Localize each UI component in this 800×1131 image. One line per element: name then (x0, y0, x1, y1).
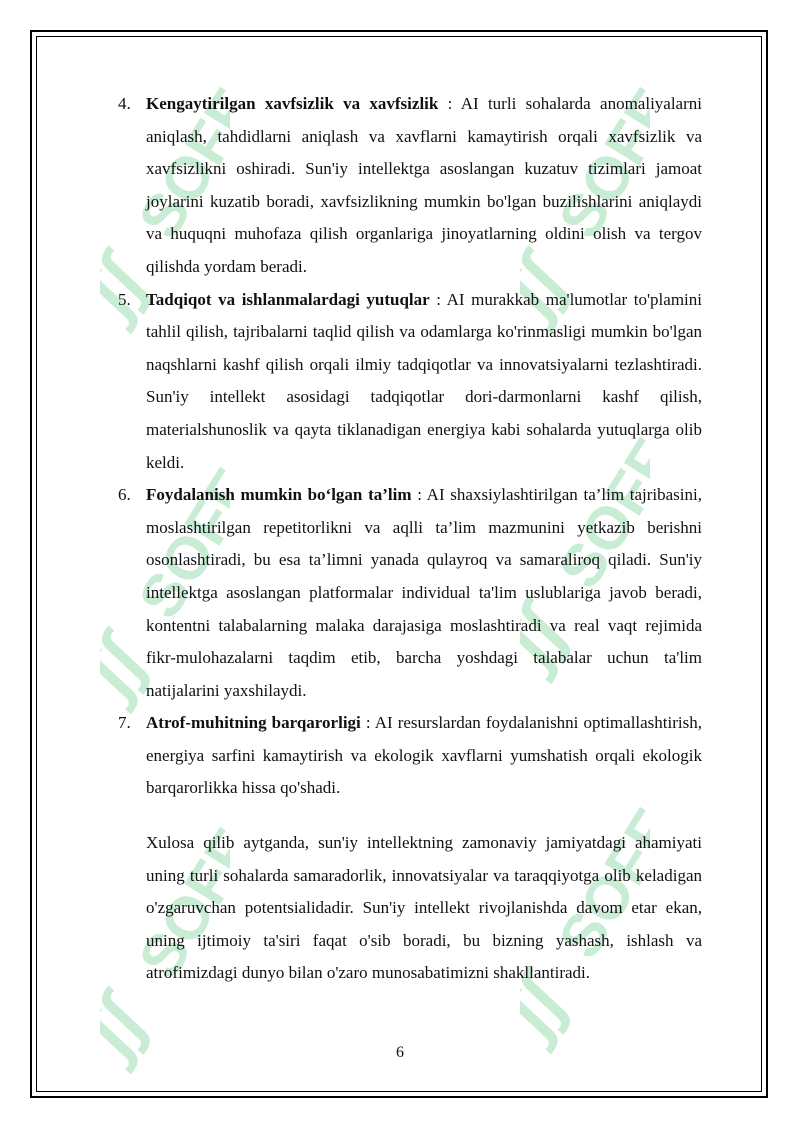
list-item-heading: Tadqiqot va ishlanmalardagi yutuqlar (146, 289, 430, 309)
list-item-number: 7. (118, 713, 131, 733)
svg-text:SOFF: SOFF (545, 78, 650, 250)
list-item (118, 88, 702, 284)
list-item-text: : AI turli sohalarda anomaliyalarni aniqlash, tahdidlarni aniqlash va xavflarni kamaytirish orqali xavfsizlik va xavfsizlikni oshiradi. Sun'iy intellektga asoslangan kuzatuv tizimlari jamoat joylarini kuzatib boradi, xavfsizlikning mumkin bo'lgan buzilishlarini aniqlaydi va huquqni muhofaza qilish organlariga jinoyatlarning oldini olish va tergov qilishda yordam beradi. (146, 94, 702, 276)
svg-text:SOFF: SOFF (125, 78, 230, 250)
svg-text:SOFF: SOFF (125, 458, 230, 630)
list-item-text: : AI murakkab ma'lumotlar to'plamini tahlil qilish, tajribalarni taqlid qilish va odamlarga ko'rinmasligi mumkin bo'lgan naqshlarni kashf qilish orqali ilmiy tadqiqotlar va innovatsiyalarni tezlashtiradi. Sun'iy intellekt asosidagi tadqiqotlar dori-darmonlarni kashf qilish, materialshunoslik va qayta tiklanadigan energiya kabi sohalarda yutuqlarga olib keldi. (146, 289, 702, 472)
svg-text:ʃʃ: ʃʃ (520, 595, 582, 678)
svg-text:ʃʃ: ʃʃ (100, 625, 162, 708)
svg-text:ʃʃ: ʃʃ (100, 245, 162, 328)
svg-text:ʃʃ: ʃʃ (520, 245, 582, 328)
list-item (118, 707, 702, 805)
list-item-heading: Atrof-muhitning barqarorligi (146, 713, 361, 733)
page-number: 6 (396, 1044, 404, 1061)
svg-text:SOFF: SOFF (545, 798, 650, 970)
svg-text:ʃʃ: ʃʃ (100, 985, 162, 1068)
list-item-text: : AI resurslardan foydalanishni optimallashtirish, energiya sarfini kamaytirish va ekologik xavflarni yumshatish orqali ekologik barqarorlikka hissa qo'shadi. (146, 713, 702, 798)
list-item (118, 284, 702, 480)
svg-text:ʃʃ: ʃʃ (520, 965, 582, 1048)
svg-text:SOFF: SOFF (125, 818, 230, 990)
list-item-number: 6. (118, 485, 131, 505)
document-body (118, 88, 702, 990)
list-item-heading: Foydalanish mumkin bo‘lgan ta’lim (146, 485, 412, 505)
list-item-number: 5. (118, 289, 131, 309)
list-item-text: : AI shaxsiylashtirilgan ta’lim tajribasini, moslashtirilgan repetitorlikni va aqlli ta’lim mazmunini yetkazib berishni osonlashtiradi, bu esa ta’limni yanada qulayroq va samaraliroq qiladi. Sun'iy intellektga asoslangan platformalar individual ta'lim uslublariga javob beradi, kontentni talabalarning malaka darajasiga moslashtiradi va real vaqt rejimida fikr-mulohazalarni taqdim etib, barcha yoshdagi talabalar uchun ta'lim natijalarini yaxshilaydi. (146, 485, 702, 700)
list-item-number: 4. (118, 94, 131, 113)
svg-text:SOFF: SOFF (545, 428, 650, 600)
list-item-heading: Kengaytirilgan xavfsizlik va xavfsizlik (146, 94, 439, 113)
numbered-list (118, 88, 702, 805)
conclusion-paragraph: Xulosa qilib aytganda, sun'iy intellektning zamonaviy jamiyatdagi ahamiyati uning turli sohalarda samaradorlik, innovatsiyalar va taraqqiyotga olib keladigan o'zgaruvchan potentsialidadir. Sun'iy intellekt rivojlanishda davom etar ekan, uning ijtimoiy ta'siri faqat o'sib boradi, bu bizning yashash, ishlash va atrofimizdagi dunyo bilan o'zaro munosabatimizni shakllantiradi. (146, 833, 702, 983)
list-item (118, 479, 702, 707)
